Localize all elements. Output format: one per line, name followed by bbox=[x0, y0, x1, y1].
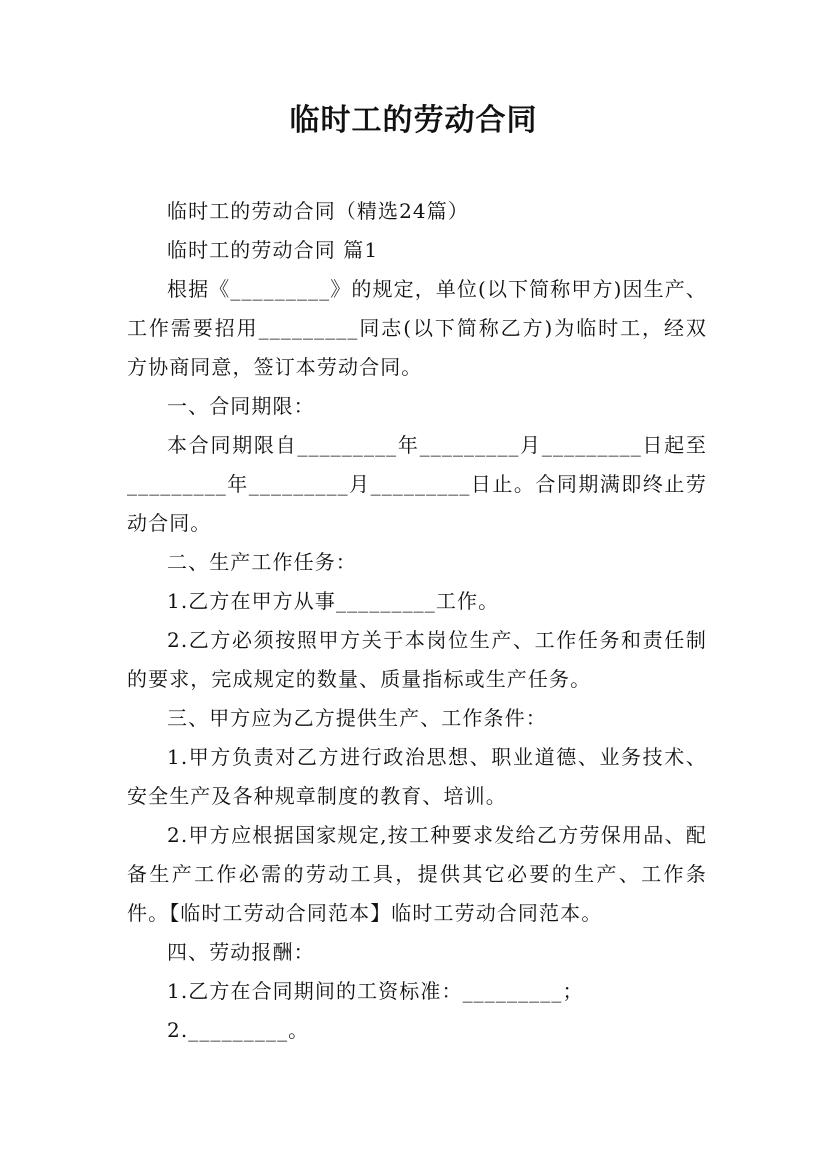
paragraph-section-heading: 临时工的劳动合同 篇1 bbox=[167, 238, 379, 262]
document-body bbox=[127, 192, 707, 1050]
heading-remuneration: 四、劳动报酬： bbox=[167, 940, 315, 964]
paragraph-contract-term: 本合同期限自_________年_________月_________日起至_________年_________月_________日止。合同期满即终止劳动合同。 bbox=[127, 433, 707, 535]
paragraph-remuneration-2: 2._________。 bbox=[167, 1018, 310, 1042]
paragraph-work-condition-2: 2.甲方应根据国家规定,按工种要求发给乙方劳保用品、配备生产工作必需的劳动工具，提供其它必要的生产、工作条件。【临时工劳动合同范本】临时工劳动合同范本。 bbox=[127, 823, 707, 925]
paragraph-preamble: 根据《_________》的规定，单位(以下简称甲方)因生产、工作需要招用_________同志(以下简称乙方)为临时工，经双方协商同意，签订本劳动合同。 bbox=[127, 277, 707, 379]
heading-work-conditions: 三、甲方应为乙方提供生产、工作条件： bbox=[167, 706, 547, 730]
document-title: 临时工的劳动合同 bbox=[289, 103, 538, 138]
paragraph-work-task-2: 2.乙方必须按照甲方关于本岗位生产、工作任务和责任制的要求，完成规定的数量、质量指标或生产任务。 bbox=[127, 628, 707, 691]
heading-contract-term: 一、合同期限： bbox=[167, 394, 315, 418]
paragraph-subtitle: 临时工的劳动合同（精选24篇） bbox=[167, 199, 469, 223]
paragraph-remuneration-1: 1.乙方在合同期间的工资标准：_________； bbox=[167, 979, 584, 1003]
heading-work-tasks: 二、生产工作任务： bbox=[167, 550, 357, 574]
paragraph-work-condition-1: 1.甲方负责对乙方进行政治思想、职业道德、业务技术、安全生产及各种规章制度的教育、培训。 bbox=[127, 745, 707, 808]
paragraph-work-task-1: 1.乙方在甲方从事_________工作。 bbox=[167, 589, 500, 613]
